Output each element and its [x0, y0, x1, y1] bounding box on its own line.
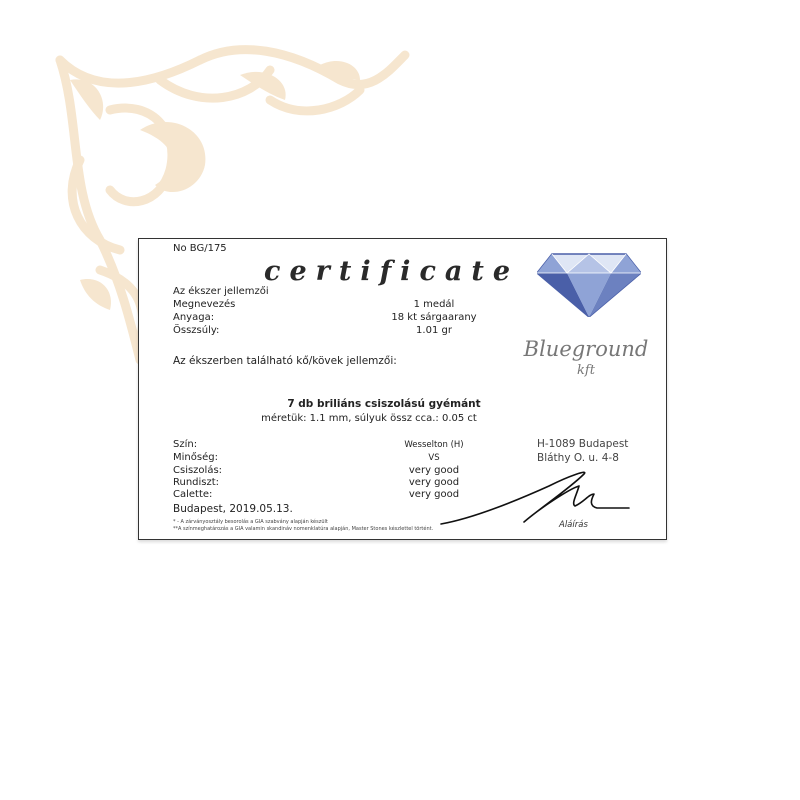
jewel-label-name: Megnevezés — [173, 299, 236, 310]
quality-value-clarity: VS — [428, 453, 440, 463]
quality-value-cut: very good — [408, 465, 460, 476]
quality-label-color: Szín: — [173, 439, 198, 450]
footnote-1: * - A zárványosztály besorolás a GIA szabvány alapján készült — [173, 519, 328, 525]
diamond-logo-icon — [537, 249, 641, 317]
jewel-header: Az ékszer jellemzői — [173, 286, 269, 297]
company-logo — [521, 337, 651, 379]
address-line-2: Bláthy O. u. 4-8 — [537, 452, 619, 464]
company-name: Blueground — [523, 337, 649, 361]
signature-label: Aláírás — [559, 520, 588, 530]
quality-value-culet: very good — [408, 489, 460, 500]
jewel-label-material: Anyaga: — [173, 312, 215, 323]
certificate-card — [138, 238, 667, 540]
quality-label-clarity: Minőség: — [173, 452, 218, 463]
quality-value-girdle: very good — [408, 477, 460, 488]
place-date: Budapest, 2019.05.13. — [173, 503, 293, 515]
jewel-value-material: 18 kt sárgaarany — [391, 312, 477, 323]
quality-label-cut: Csiszolás: — [173, 465, 223, 476]
quality-value-color: Wesselton (H) — [404, 440, 464, 450]
jewel-value-name: 1 medál — [413, 299, 455, 310]
jewel-value-weight: 1.01 gr — [416, 325, 452, 336]
signature — [439, 464, 639, 534]
stones-header: Az ékszerben található kő/kövek jellemzői: — [173, 355, 397, 367]
quality-label-culet: Calette: — [173, 489, 213, 500]
address-line-1: H-1089 Budapest — [537, 438, 629, 450]
quality-label-girdle: Rundiszt: — [173, 477, 220, 488]
stone-subtitle: méretük: 1.1 mm, súlyuk össz cca.: 0.05 ct — [261, 413, 477, 424]
footnote-2: **A színmeghatározás a GIA valamin skandináv nomenklatúra alapján, Master Stones készlettel történt. — [173, 526, 434, 532]
stone-title: 7 db briliáns csiszolású gyémánt — [287, 398, 481, 410]
certificate-number: No BG/175 — [173, 243, 227, 254]
jewel-label-weight: Összsúly: — [173, 325, 220, 336]
company-suffix: kft — [577, 363, 595, 378]
certificate-title: certificate — [264, 256, 520, 287]
